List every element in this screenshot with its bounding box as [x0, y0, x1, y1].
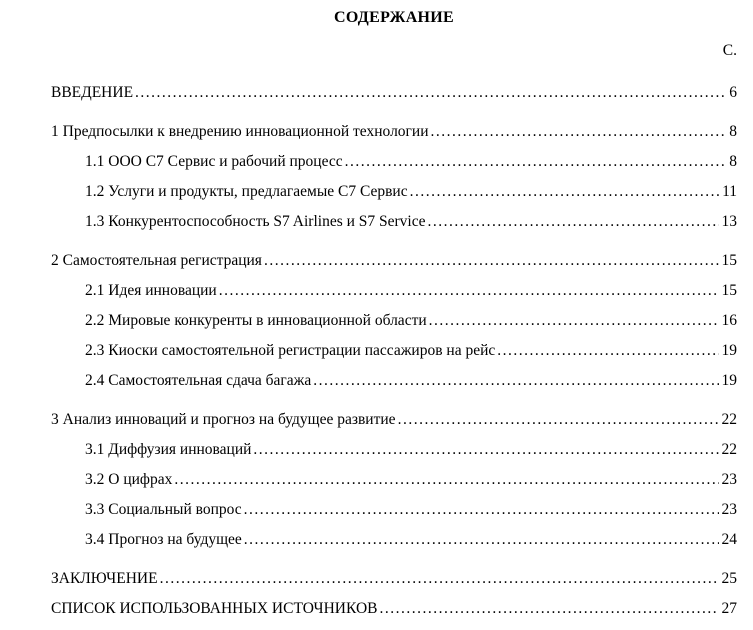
toc-entry-label: 3 Анализ инноваций и прогноз на будущее развитие: [51, 411, 396, 428]
toc-entry[interactable]: [51, 501, 737, 531]
toc-entry[interactable]: [51, 252, 737, 282]
toc-entry-page: 19: [721, 372, 737, 389]
dot-leader: [428, 213, 719, 231]
dot-leader: [135, 84, 726, 102]
toc-entry-page: 24: [721, 531, 737, 548]
toc-entry-page: 19: [721, 342, 737, 359]
toc-entry-label: 1.1 ООО С7 Сервис и рабочий процесс: [85, 153, 343, 170]
toc-entry-page: 11: [722, 183, 737, 200]
toc-entry[interactable]: [51, 600, 737, 630]
toc-entry-label: СПИСОК ИСПОЛЬЗОВАННЫХ ИСТОЧНИКОВ: [51, 600, 378, 617]
dot-leader: [313, 372, 718, 390]
toc-entry-label: 3.3 Социальный вопрос: [85, 501, 242, 518]
dot-leader: [431, 123, 727, 141]
toc-entry[interactable]: [51, 570, 737, 600]
toc-entry-page: 23: [721, 471, 737, 488]
toc-entry-page: 6: [729, 84, 737, 101]
toc-entry[interactable]: [51, 84, 737, 114]
toc-entry-page: 16: [721, 312, 737, 329]
dot-leader: [429, 312, 719, 330]
toc-entry[interactable]: [51, 342, 737, 372]
toc-entry-label: ВВЕДЕНИЕ: [51, 84, 134, 101]
dot-leader: [253, 441, 718, 459]
toc-entry-label: 1.2 Услуги и продукты, предлагаемые С7 Сервис: [85, 183, 408, 200]
toc-entry-page: 22: [721, 441, 737, 458]
toc-entry[interactable]: [51, 312, 737, 342]
dot-leader: [379, 600, 718, 618]
toc-entry-label: 2.3 Киоски самостоятельной регистрации пассажиров на рейс: [85, 342, 496, 359]
toc-entry[interactable]: [51, 411, 737, 441]
page-title: СОДЕРЖАНИЕ: [333, 9, 455, 26]
dot-leader: [497, 342, 718, 360]
toc-entry[interactable]: [51, 213, 737, 243]
toc-entry[interactable]: [51, 372, 737, 402]
toc-entry[interactable]: [51, 153, 737, 183]
dot-leader: [219, 282, 719, 300]
dot-leader: [264, 252, 719, 270]
dot-leader: [410, 183, 719, 201]
dot-leader: [244, 531, 719, 549]
toc-entry-page: 15: [721, 252, 737, 269]
toc-entry-label: 2 Самостоятельная регистрация: [51, 252, 262, 269]
toc-entry-page: 8: [729, 123, 737, 140]
dot-leader: [244, 501, 719, 519]
toc-entry-page: 27: [721, 600, 737, 617]
toc-entry-label: 2.1 Идея инновации: [85, 282, 217, 299]
dot-leader: [174, 471, 718, 489]
page-column-header: С.: [722, 42, 737, 59]
toc-entry-page: 22: [721, 411, 737, 428]
dot-leader: [160, 570, 719, 588]
toc-entry[interactable]: [51, 441, 737, 471]
toc-entry-label: 3.4 Прогноз на будущее: [85, 531, 242, 548]
toc-entry-label: 2.4 Самостоятельная сдача багажа: [85, 372, 312, 389]
toc-entry-label: 1 Предпосылки к внедрению инновационной технологии: [51, 123, 429, 140]
toc-entry-page: 15: [721, 282, 737, 299]
toc-entry-label: 2.2 Мировые конкуренты в инновационной области: [85, 312, 427, 329]
toc-entry-page: 23: [721, 501, 737, 518]
toc-entry[interactable]: [51, 531, 737, 561]
toc-entry[interactable]: [51, 183, 737, 213]
toc-entry-label: 3.1 Диффузия инноваций: [85, 441, 252, 458]
toc-entry[interactable]: [51, 282, 737, 312]
toc-entry-page: 25: [721, 570, 737, 587]
toc-entry-label: ЗАКЛЮЧЕНИЕ: [51, 570, 158, 587]
dot-leader: [345, 153, 727, 171]
toc-entry[interactable]: [51, 123, 737, 153]
toc-entry[interactable]: [51, 471, 737, 501]
toc-entry-page: 13: [721, 213, 737, 230]
toc-entry-label: 3.2 О цифрах: [85, 471, 173, 488]
toc-entry-page: 8: [729, 153, 737, 170]
table-of-contents: [51, 84, 737, 630]
dot-leader: [398, 411, 719, 429]
toc-entry-label: 1.3 Конкурентоспособность S7 Airlines и S7 Service: [85, 213, 426, 230]
